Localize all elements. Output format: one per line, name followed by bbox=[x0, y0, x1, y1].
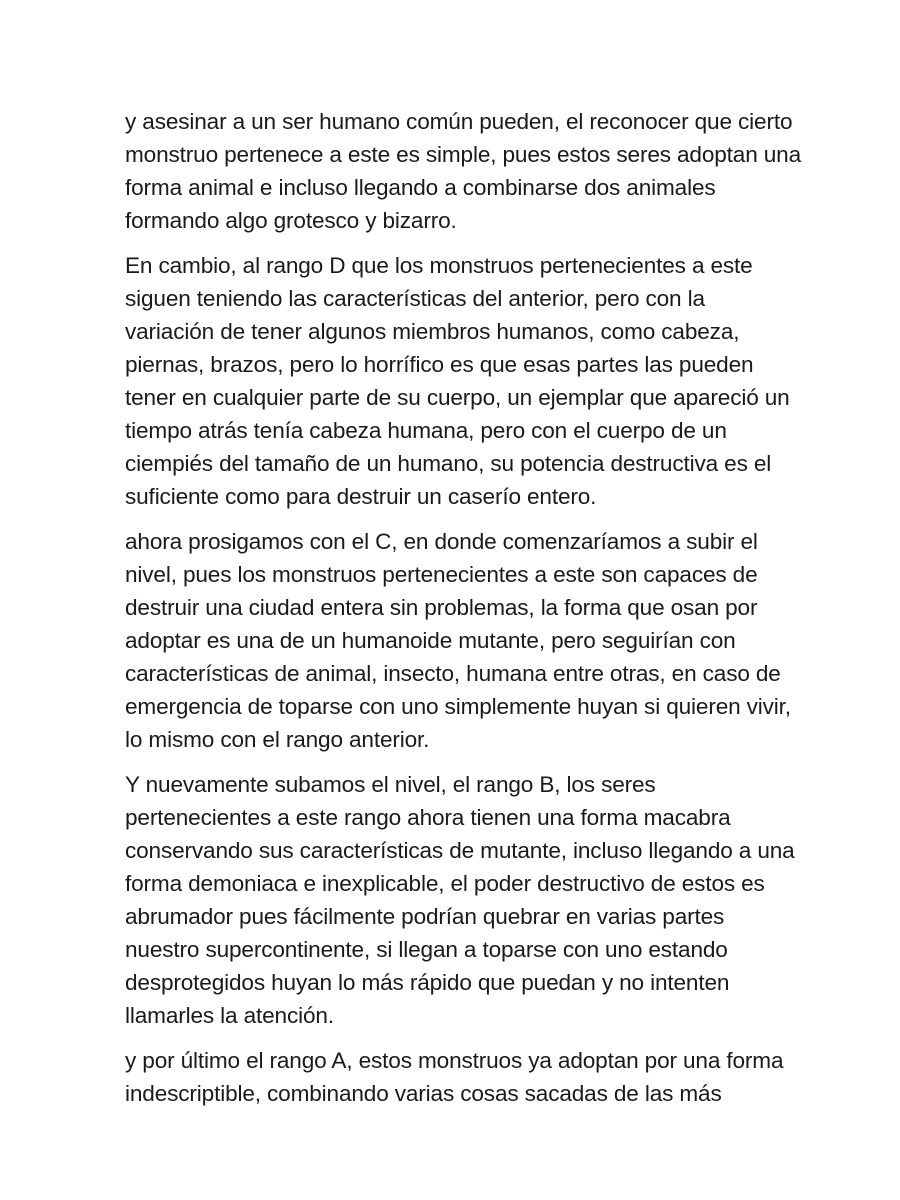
text-line: abrumador pues fácilmente podrían quebrar en varias partes bbox=[125, 904, 725, 929]
text-line: conservando sus características de mutante, incluso llegando a una bbox=[125, 838, 795, 863]
text-line: y por último el rango A, estos monstruos ya adoptan por una forma bbox=[125, 1048, 784, 1073]
text-line: destruir una ciudad entera sin problemas, la forma que osan por bbox=[125, 595, 758, 620]
text-line: forma animal e incluso llegando a combinarse dos animales bbox=[125, 175, 716, 200]
text-line: tener en cualquier parte de su cuerpo, un ejemplar que apareció un bbox=[125, 385, 790, 410]
paragraph bbox=[125, 768, 795, 1032]
text-line: suficiente como para destruir un caserío entero. bbox=[125, 484, 597, 509]
text-line: monstruo pertenece a este es simple, pues estos seres adoptan una bbox=[125, 142, 802, 167]
paragraph bbox=[125, 105, 802, 237]
text-line: y asesinar a un ser humano común pueden, el reconocer que cierto bbox=[125, 109, 793, 134]
text-line: tiempo atrás tenía cabeza humana, pero con el cuerpo de un bbox=[125, 418, 727, 443]
text-line: lo mismo con el rango anterior. bbox=[125, 727, 430, 752]
text-line: En cambio, al rango D que los monstruos pertenecientes a este bbox=[125, 253, 753, 278]
text-line: llamarles la atención. bbox=[125, 1003, 334, 1028]
text-line: variación de tener algunos miembros humanos, como cabeza, bbox=[125, 319, 740, 344]
text-line: características de animal, insecto, humana entre otras, en caso de bbox=[125, 661, 781, 686]
text-line: adoptar es una de un humanoide mutante, pero seguirían con bbox=[125, 628, 736, 653]
text-line: formando algo grotesco y bizarro. bbox=[125, 208, 457, 233]
paragraph bbox=[125, 525, 790, 756]
text-line: ahora prosigamos con el C, en donde comenzaríamos a subir el bbox=[125, 529, 758, 554]
text-line: ciempiés del tamaño de un humano, su potencia destructiva es el bbox=[125, 451, 772, 476]
text-line: siguen teniendo las características del anterior, pero con la bbox=[125, 286, 705, 311]
text-line: pertenecientes a este rango ahora tienen una forma macabra bbox=[125, 805, 731, 830]
text-line: emergencia de toparse con uno simplemente huyan si quieren vivir, bbox=[125, 694, 791, 719]
text-line: piernas, brazos, pero lo horrífico es que esas partes las pueden bbox=[125, 352, 754, 377]
paragraph bbox=[125, 1044, 790, 1110]
text-line: forma demoniaca e inexplicable, el poder destructivo de estos es bbox=[125, 871, 765, 896]
text-line: desprotegidos huyan lo más rápido que puedan y no intenten bbox=[125, 970, 730, 995]
text-line: nuestro supercontinente, si llegan a toparse con uno estando bbox=[125, 937, 728, 962]
text-line: nivel, pues los monstruos pertenecientes a este son capaces de bbox=[125, 562, 758, 587]
paragraph bbox=[125, 249, 790, 513]
text-line: indescriptible, combinando varias cosas sacadas de las más bbox=[125, 1081, 722, 1106]
document-body bbox=[125, 105, 802, 1122]
text-line: Y nuevamente subamos el nivel, el rango B, los seres bbox=[125, 772, 656, 797]
